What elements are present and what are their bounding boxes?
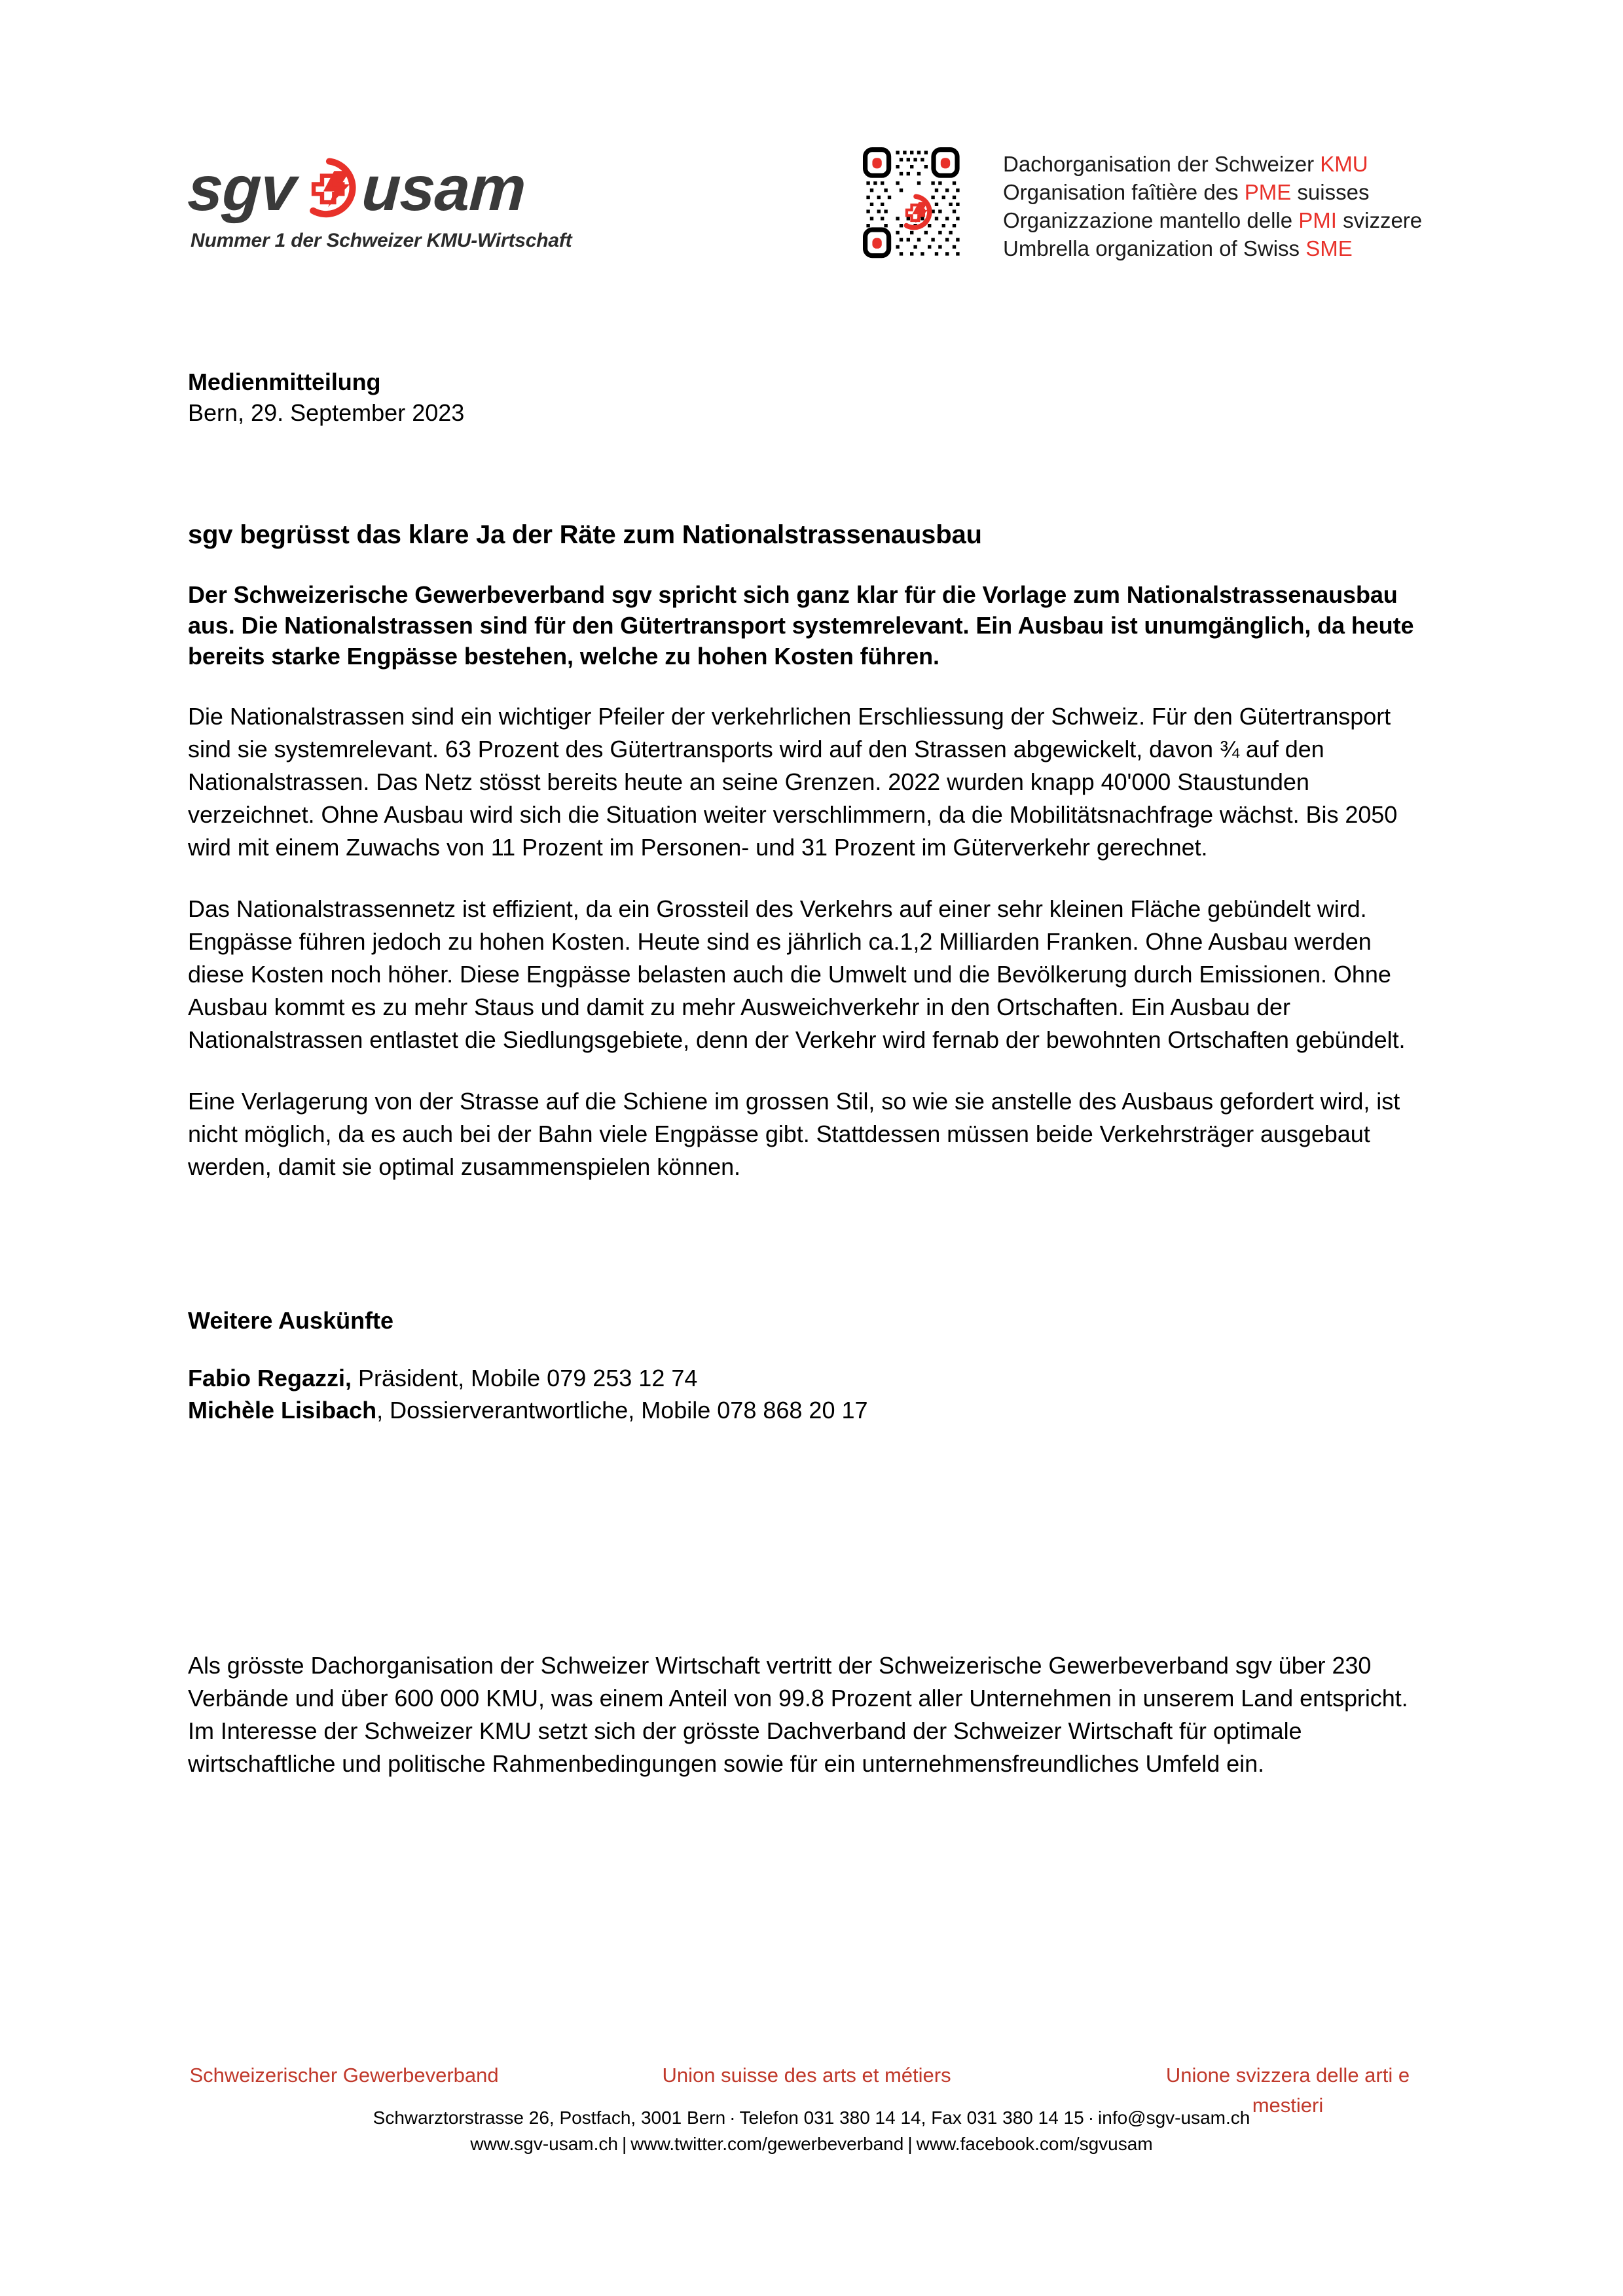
org-tagline-it [1003,206,1422,234]
contact-person-1 [188,1362,1419,1394]
org-tagline-de [1003,150,1422,178]
qr-code-icon [863,147,981,265]
org-tagline-de-before: Dachorganisation der Schweizer [1003,152,1321,176]
footer-name-it: Unione svizzera delle arti e mestieri [1165,2064,1410,2117]
footer-links-line [0,2131,1623,2157]
contact-person-2 [188,1394,1419,1426]
organization-taglines [1003,147,1422,262]
footer-separator-4: | [907,2134,913,2154]
org-tagline-en-before: Umbrella organization of Swiss [1003,236,1306,260]
page-footer [0,2060,1623,2157]
org-tagline-en [1003,234,1422,262]
lead-paragraph: Der Schweizerische Gewerbeverband sgv spricht sich ganz klar für die Vorlage zum Nationalstrassenausbau aus. Die Nationalstrassen sind für den Gütertransport systemrelevant. Ein Ausbau ist unumgänglich, da heute bereits starke Engpässe bestehen, welche zu hohen Kosten führen. [188,581,1414,670]
logo-wordmark [188,152,594,223]
footer-separator-3: | [621,2134,627,2154]
body-paragraph-3: Eine Verlagerung von der Strasse auf die Schiene im grossen Stil, so wie sie anstelle des Ausbaus gefordert wird, ist nicht möglich, da es auch bei der Bahn viele Engpässe gibt. Stattdessen müssen beide Verkehrsträger ausgebaut werden, damit sie optimal zusammenspielen können. [188,1088,1400,1180]
spacer-contacts [188,1336,1419,1362]
spacer-before-contacts [188,1207,1419,1305]
org-tagline-fr-highlight: PME [1244,180,1292,204]
header-right-block [863,147,1422,265]
contact-person-1-name: Fabio Regazzi, [188,1365,352,1391]
document-body [188,367,1419,1804]
footer-name-de: Schweizerischer Gewerbeverband [189,2064,499,2087]
footer-website-link[interactable]: www.sgv-usam.ch [470,2134,618,2154]
footer-facebook-link[interactable]: www.facebook.com/sgvusam [916,2134,1153,2154]
footer-language-names [189,2060,1434,2117]
org-tagline-fr-before: Organisation faîtière des [1003,180,1245,204]
page-header [0,141,1623,291]
page-title: sgv begrüsst das klare Ja der Räte zum Nationalstrassenausbau [188,520,982,549]
logo-word-sgv: sgv [186,152,298,224]
footer-name-fr: Union suisse des arts et métiers [662,2064,951,2087]
org-tagline-it-highlight: PMI [1298,208,1337,232]
logo-tagline: Nummer 1 der Schweizer KMU-Wirtschaft [191,230,572,251]
contacts-heading: Weitere Auskünfte [188,1307,394,1334]
footer-address: Schwarztorstrasse 26, Postfach, 3001 Bern [373,2108,726,2128]
org-tagline-en-highlight: SME [1305,236,1353,260]
contact-person-2-details: , Dossierverantwortliche, Mobile 078 868 20 17 [376,1397,868,1424]
org-tagline-it-after: svizzere [1336,208,1423,232]
org-tagline-de-highlight: KMU [1320,152,1368,176]
footer-separator-1: · [729,2108,736,2128]
document-type-label: Medienmitteilung [188,368,381,395]
footer-email[interactable]: info@sgv-usam.ch [1098,2108,1250,2128]
org-tagline-fr [1003,178,1422,206]
dateline: Bern, 29. September 2023 [188,399,465,426]
boilerplate-paragraph: Als grösste Dachorganisation der Schweizer Wirtschaft vertritt der Schweizerische Gewerbeverband sgv über 230 Verbände und über 600 000 KMU, was einem Anteil von 99.8 Prozent aller Unternehmen in unserem Land entspricht. Im Interesse der Schweizer KMU setzt sich der grösste Dachverband der Schweizer Wirtschaft für optimale wirtschaftliche und politische Rahmenbedingungen sowie für ein unternehmensfreundliches Umfeld ein. [188,1652,1408,1777]
contact-person-2-name: Michèle Lisibach [188,1397,377,1424]
footer-phone: Telefon 031 380 14 14, Fax 031 380 14 15 [739,2108,1084,2128]
footer-twitter-link[interactable]: www.twitter.com/gewerbeverband [630,2134,904,2154]
body-paragraph-1: Die Nationalstrassen sind ein wichtiger Pfeiler der verkehrlichen Erschliessung der Schweiz. Für den Gütertransport sind sie systemrelevant. 63 Prozent des Gütertransports wird auf den Strassen abgewickelt, davon ¾ auf den Nationalstrassen. Das Netz stösst bereits heute an seine Grenzen. 2022 wurden knapp 40'000 Staustunden verzeichnet. Ohne Ausbau wird sich die Situation weiter verschlimmern, da die Mobilitätsnachfrage wächst. Bis 2050 wird mit einem Zuwachs von 11 Prozent im Personen- und 31 Prozent im Güterverkehr gerechnet. [188,703,1398,861]
spacer-before-boilerplate [188,1426,1419,1626]
sgv-usam-logo [188,152,594,252]
org-tagline-fr-after: suisses [1291,180,1370,204]
footer-separator-2: · [1087,2108,1095,2128]
body-paragraph-2: Das Nationalstrassennetz ist effizient, da ein Grossteil des Verkehrs auf einer sehr kleinen Fläche gebündelt wird. Engpässe führen jedoch zu hohen Kosten. Heute sind es jährlich ca.1,2 Milliarden Franken. Ohne Ausbau werden diese Kosten noch höher. Diese Engpässe belasten auch die Umwelt und die Bevölkerung durch Emissionen. Ohne Ausbau kommt es zu mehr Staus und damit zu mehr Ausweichverkehr in den Ortschaften. Ein Ausbau der Nationalstrassen entlastet die Siedlungsgebiete, denn der Verkehr wird fernab der bewohnten Ortschaften gebündelt. [188,895,1406,1053]
contact-person-1-details: Präsident, Mobile 079 253 12 74 [352,1365,698,1391]
logo-word-usam: usam [360,152,528,224]
swiss-cross-emblem-icon [299,158,359,218]
org-tagline-it-before: Organizzazione mantello delle [1003,208,1299,232]
